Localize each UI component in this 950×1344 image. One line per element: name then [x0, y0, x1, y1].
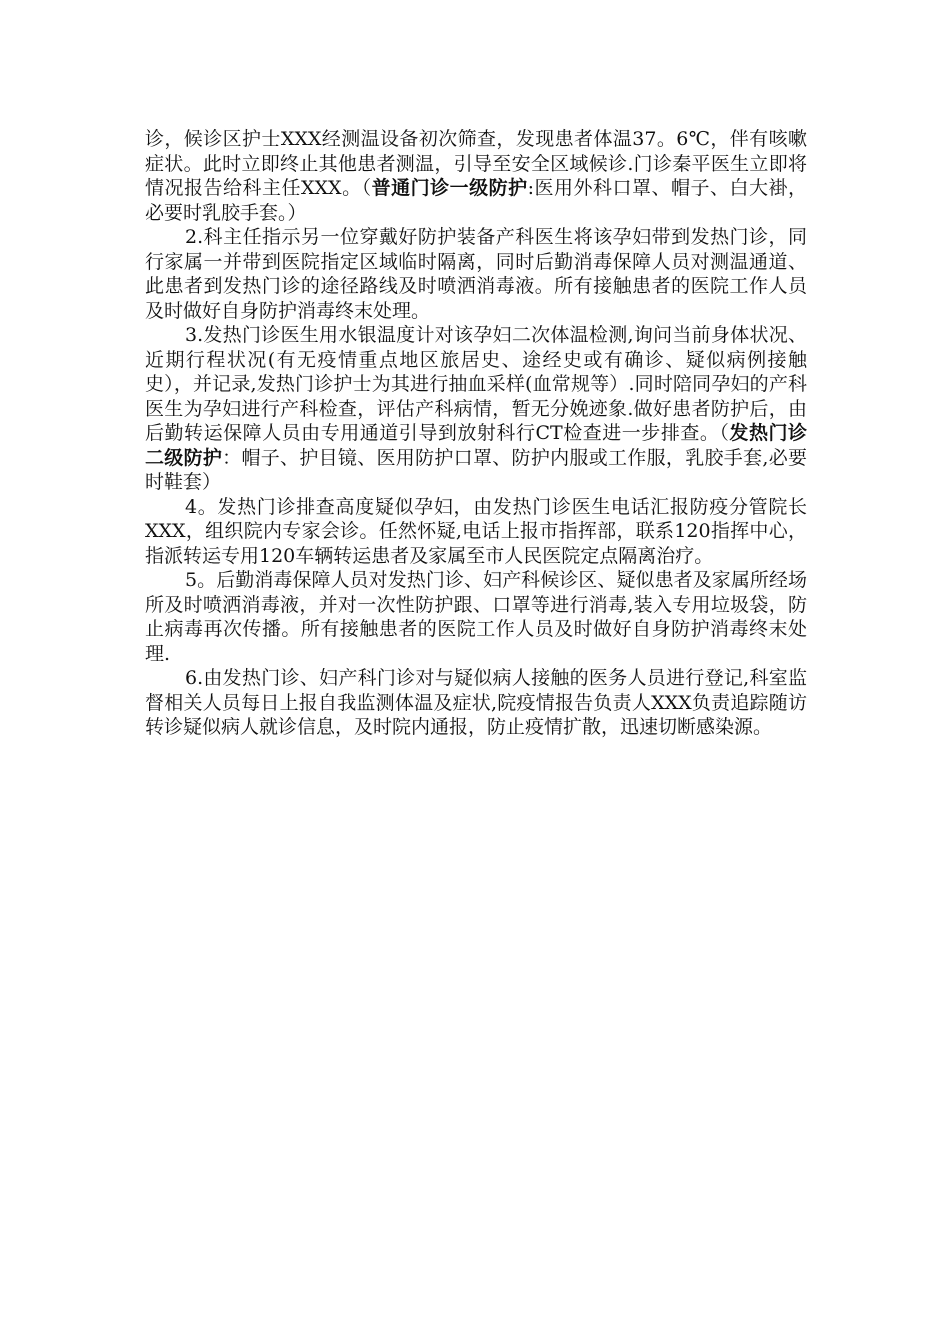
paragraph-step-4 [145, 495, 807, 569]
bold-term-level2-protection: 发热门诊二级防护 [145, 422, 807, 469]
paragraph-step-5 [145, 568, 807, 666]
paragraph-step-2 [145, 225, 807, 323]
paragraph-text: ：帽子、护目镜、医用防护口罩、防护内服或工作服，乳胶手套,必要时鞋套） [145, 446, 807, 493]
paragraph-text: 4。发热门诊排查高度疑似孕妇，由发热门诊医生电话汇报防疫分管院长XXX，组织院内专家会诊。任然怀疑,电话上报市指挥部，联系120指挥中心，指派转运专用120车辆转运患者及家属至市人民医院定点隔离治疗。 [145, 495, 807, 567]
paragraph-text: 2.科主任指示另一位穿戴好防护装备产科医生将该孕妇带到发热门诊，同行家属一并带到医院指定区域临时隔离，同时后勤消毒保障人员对测温通道、此患者到发热门诊的途径路线及时喷洒消毒液。所有接触患者的医院工作人员及时做好自身防护消毒终末处理。 [145, 226, 807, 322]
paragraph-text: 3.发热门诊医生用水银温度计对该孕妇二次体温检测,询问当前身体状况、近期行程状况(有无疫情重点地区旅居史、途经史或有确诊、疑似病例接触史），并记录,发热门诊护士为其进行抽血采样(血常规等）.同时陪同孕妇的产科医生为孕妇进行产科检查，评估产科病情，暂无分娩迹象.做好患者防护后，由后勤转运保障人员由专用通道引导到放射科行CT检查进一步排查。（ [145, 324, 807, 444]
paragraph-text: :医用外科口罩、帽子、白大褂，必要时乳胶手套。） [145, 177, 807, 224]
paragraph-continuation [145, 127, 807, 225]
paragraph-text: 诊，候诊区护士XXX经测温设备初次筛查，发现患者体温37。6℃，伴有咳嗽症状。此时立即终止其他患者测温，引导至安全区域候诊.门诊秦平医生立即将情况报告给科主任XXX。（ [145, 128, 807, 199]
paragraph-step-6 [145, 666, 807, 740]
bold-term-level1-protection: 普通门诊一级防护 [371, 177, 528, 199]
paragraph-text: 5。后勤消毒保障人员对发热门诊、妇产科候诊区、疑似患者及家属所经场所及时喷洒消毒液，并对一次性防护跟、口罩等进行消毒,装入专用垃圾袋，防止病毒再次传播。所有接触患者的医院工作人员及时做好自身防护消毒终末处理. [145, 569, 807, 665]
paragraph-step-3 [145, 323, 807, 495]
document-body [145, 127, 807, 740]
paragraph-text: 6.由发热门诊、妇产科门诊对与疑似病人接触的医务人员进行登记,科室监督相关人员每日上报自我监测体温及症状,院疫情报告负责人XXX负责追踪随访转诊疑似病人就诊信息，及时院内通报，防止疫情扩散，迅速切断感染源。 [145, 667, 807, 738]
